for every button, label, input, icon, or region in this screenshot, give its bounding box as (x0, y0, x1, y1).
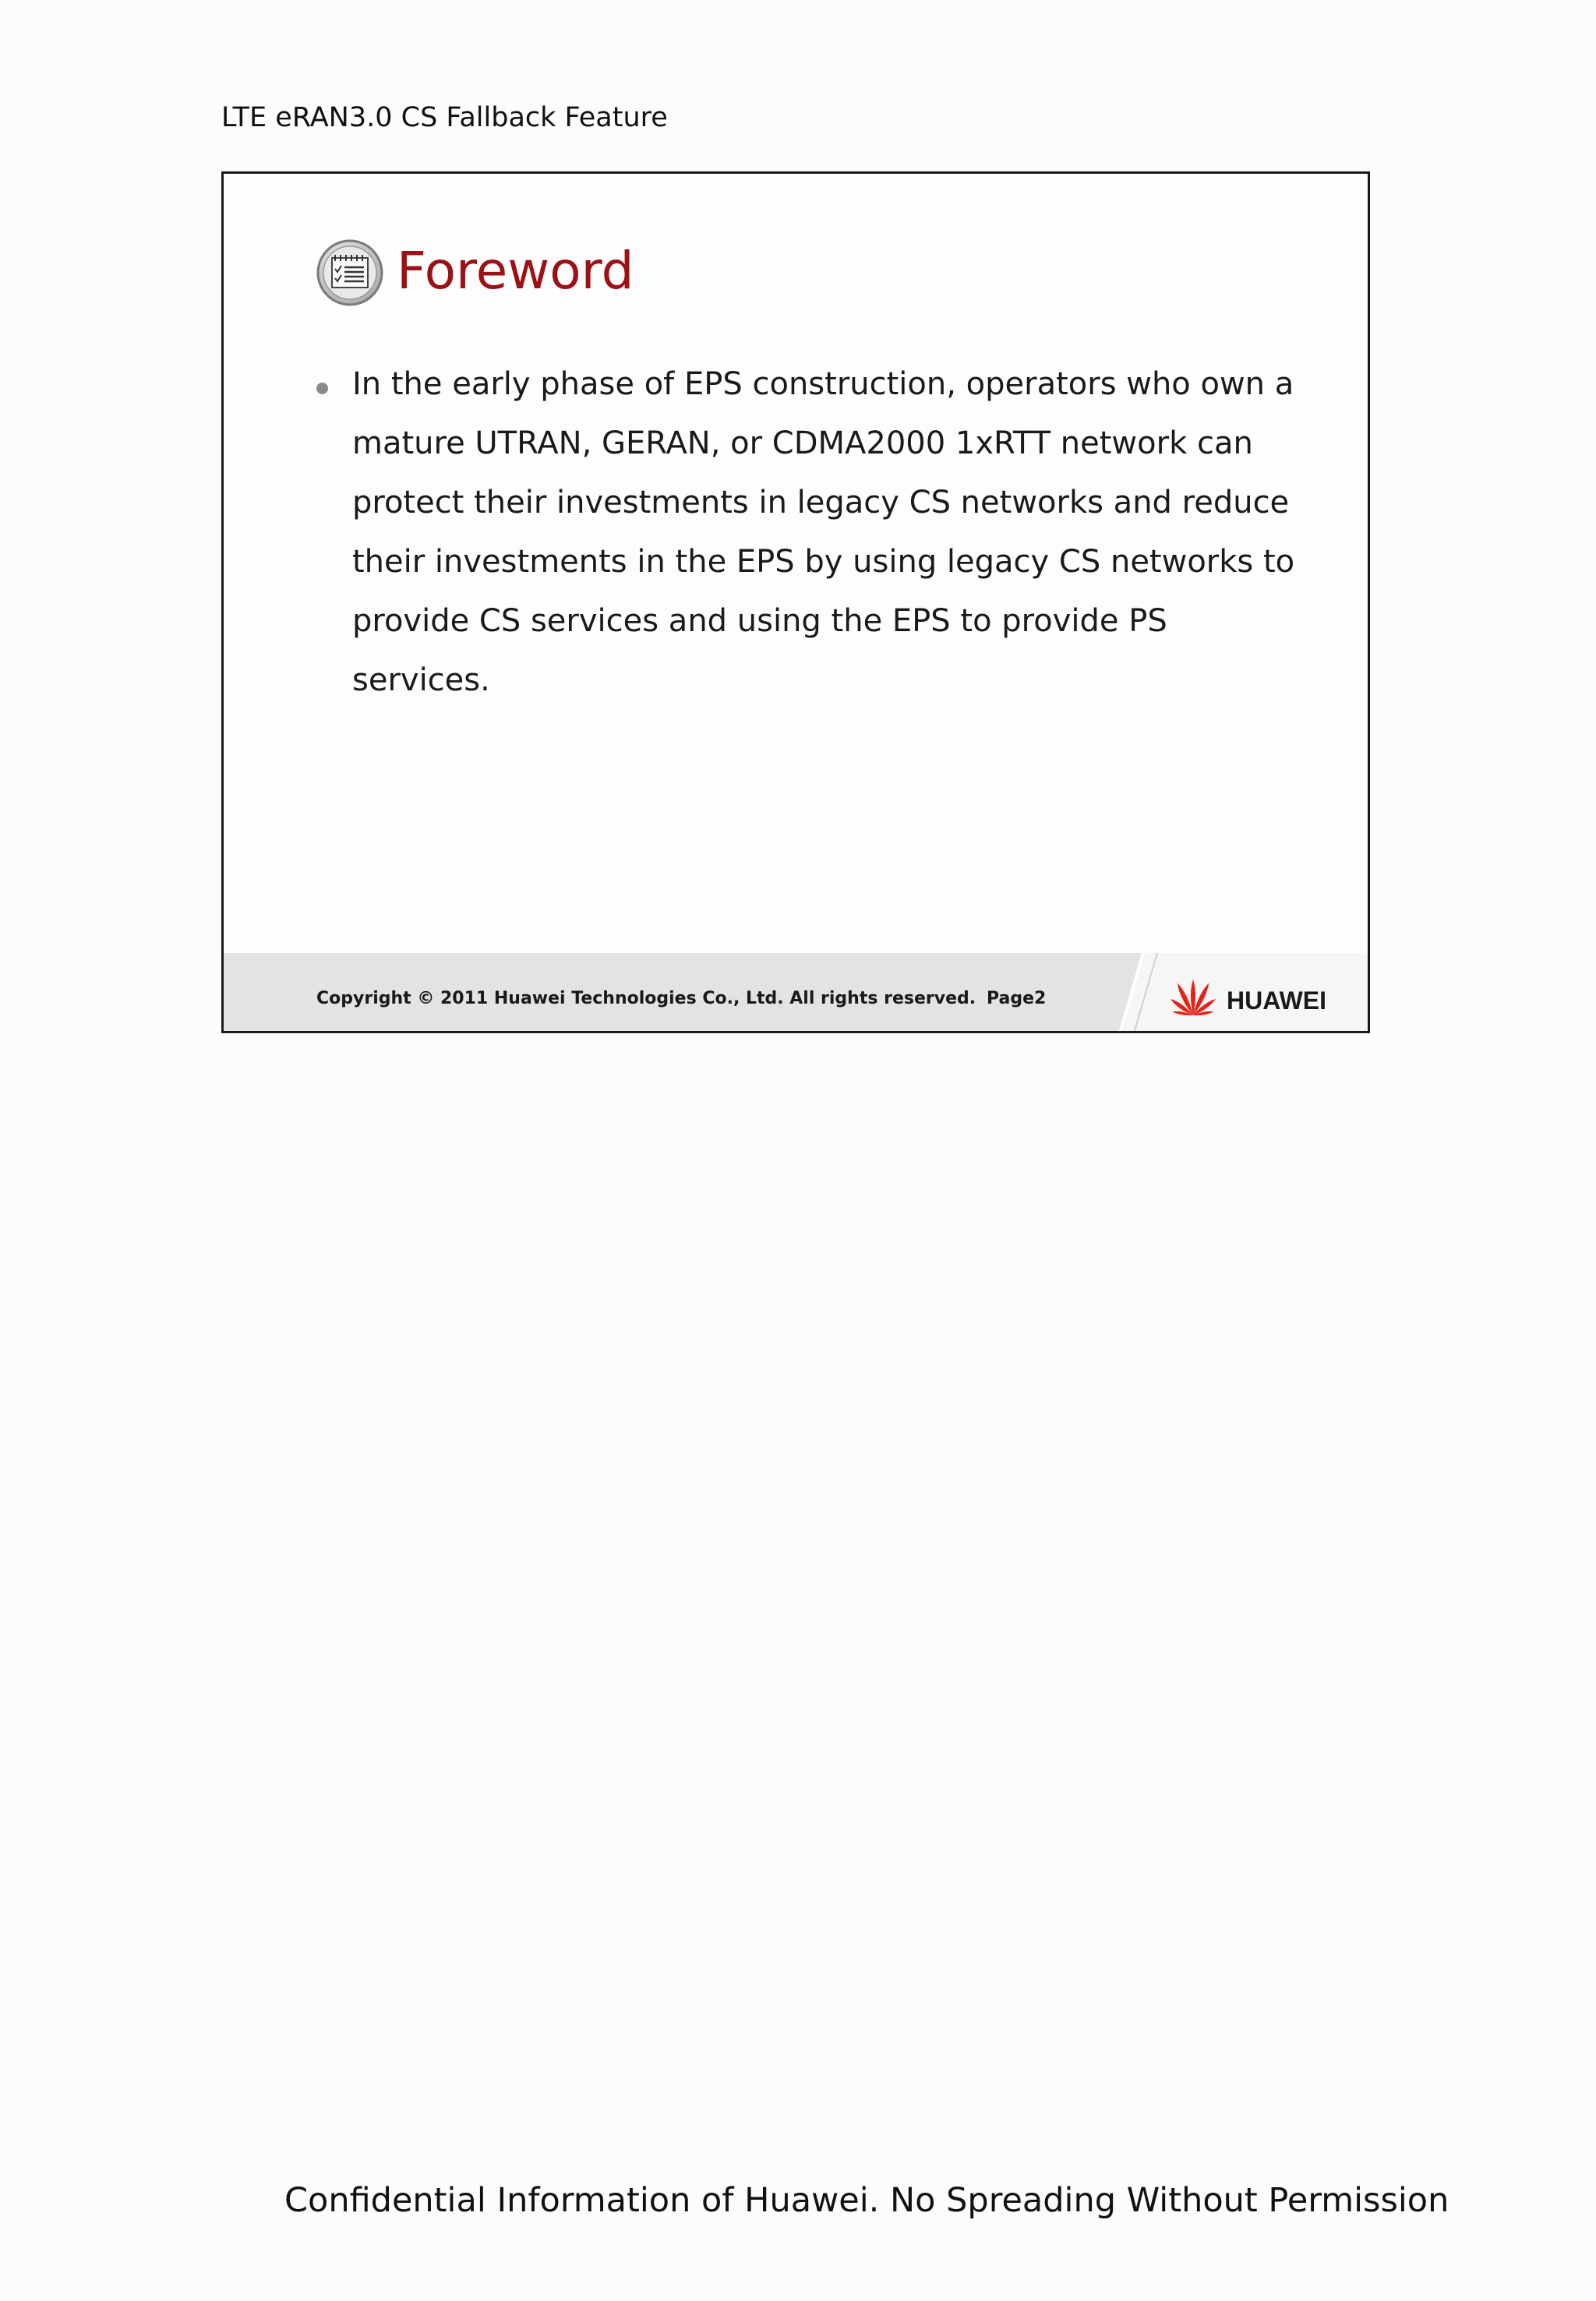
slide-footer (224, 953, 1368, 1033)
huawei-logo-text: HUAWEI (1227, 986, 1326, 1015)
document-header: LTE eRAN3.0 CS Fallback Feature (221, 102, 668, 133)
slide (221, 171, 1370, 1033)
bullet-text: In the early phase of EPS construction, operators who own a mature UTRAN, GERAN, or CDMA2000 1xRTT network can protect their investments in legacy CS networks and reduce their investments in the EPS by using legacy CS networks to provide CS services and using the EPS to provide PS services. (352, 366, 1295, 698)
slide-title: Foreword (397, 241, 634, 301)
bullet-icon (316, 383, 328, 394)
copyright-text: Copyright © 2011 Huawei Technologies Co., Ltd. All rights reserved. (316, 989, 976, 1008)
notepad-icon (316, 239, 383, 306)
huawei-logo (1166, 975, 1361, 1022)
document-footer: Confidential Information of Huawei. No Spreading Without Permission (284, 2181, 1449, 2220)
page-number: Page2 (987, 989, 1047, 1008)
